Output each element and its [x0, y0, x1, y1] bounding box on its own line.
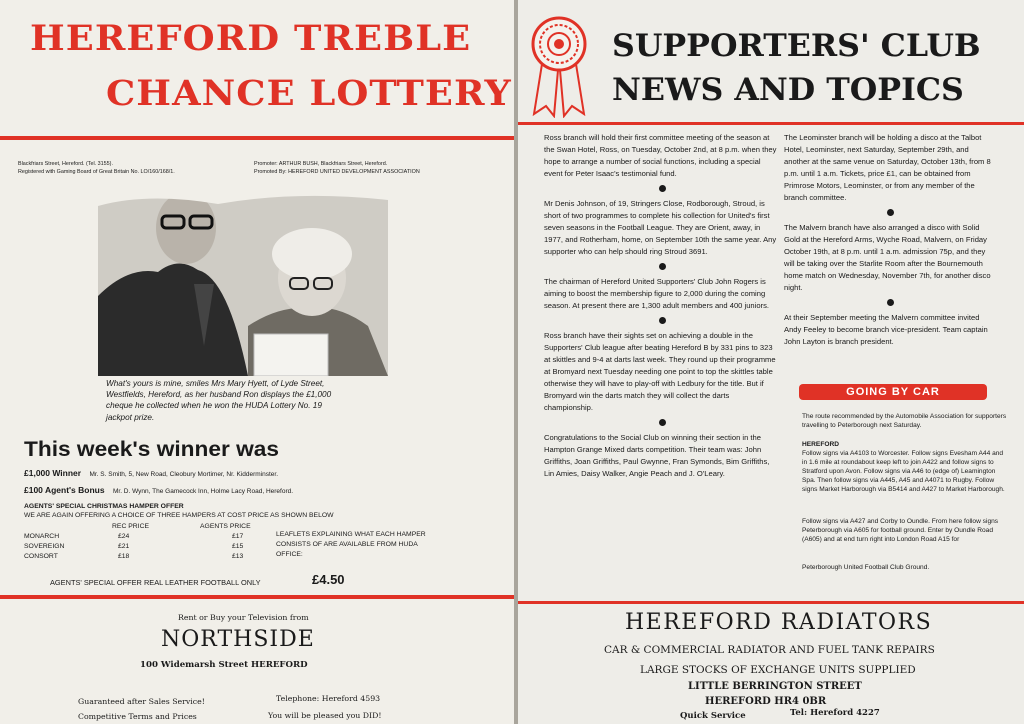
- hamper-name: CONSORT: [24, 553, 58, 560]
- photo-caption: [106, 378, 396, 423]
- caption-line: jackpot prize.: [106, 412, 155, 422]
- news-paragraph: Ross branch have their sights set on achieving a double in the Supporters' Club league after beating Hereford B by 331 pins to 323 at skittles and 9-4 at darts last week. They round up their programme at Bromyard next Tuesday needing one point to top the skittles table otherwise they will have to play-off with Ledbury for the title. But if Bromyard win the darts match they will collect the darts championship.: [544, 331, 776, 412]
- route-text-2: Follow signs via A427 and Corby to Oundle. From here follow signs Peterborough via A605 for football ground. Enter by Oundle Road (A605) and at end turn right into London Road A15 for: [802, 518, 999, 543]
- leaflets-line: CONSISTS OF ARE AVAILABLE FROM HUDA: [276, 541, 418, 548]
- hamper-subheading: WE ARE AGAIN OFFERING A CHOICE OF THREE HAMPERS AT COST PRICE AS SHOWN BELOW: [24, 512, 334, 519]
- hamper-agents: £17: [232, 533, 244, 540]
- football-offer: AGENTS' SPECIAL OFFER REAL LEATHER FOOTBALL ONLY: [50, 578, 261, 587]
- red-divider: [0, 136, 514, 140]
- red-divider: [518, 122, 1024, 125]
- radiators-tel: Tel: Hereford 4227: [790, 708, 880, 718]
- leaflets-line: LEAFLETS EXPLAINING WHAT EACH HAMPER: [276, 531, 426, 538]
- caption-line: Westfields, Hereford, as her husband Ron displays the £1,000: [106, 390, 332, 400]
- news-paragraph: The chairman of Hereford United Supporters' Club John Rogers is aiming to boost the membership figure to 2,000 during the coming season. At present there are 1,300 adult members and 400 juniors.: [544, 277, 769, 310]
- guaranteed-line: Guaranteed after Sales Service!: [78, 697, 205, 706]
- news-paragraph: The Leominster branch will be holding a disco at the Talbot Hotel, Leominster, next Saturday, September 29th, and another at the same venue on Saturday, October 13th, from 8 p.m. until 1 a.m. Tickets, price £1, can be obtained from Primrose Motors, Leominster, or from any member of the branch committee.: [784, 133, 991, 202]
- bullet-dot: [659, 185, 666, 192]
- quick-service: Quick Service: [680, 711, 746, 721]
- winner-100-row: [24, 485, 293, 495]
- hamper-col-rec: REC PRICE: [112, 523, 150, 530]
- pleased-line: You will be pleased you DID!: [268, 711, 382, 720]
- radiators-title: HEREFORD RADIATORS: [625, 610, 933, 635]
- northside-title: NORTHSIDE: [161, 627, 315, 652]
- radiators-stock: LARGE STOCKS OF EXCHANGE UNITS SUPPLIED: [640, 664, 916, 676]
- supporters-title-line1: SUPPORTERS' CLUB: [612, 28, 981, 64]
- caption-line: What's yours is mine, smiles Mrs Mary Hyett, of Lyde Street,: [106, 379, 325, 388]
- route-text: Follow signs via A4103 to Worcester. Follow signs Evesham A44 and in 1.6 mile at roundabout keep left to join A422 and follow signs to Stratford upon Avon. Follow signs via A46 to (edge of) Leamington Spa. Then follow signs via A445, A45 and A4071 to Rugby. Follow signs Market Harborough via B5414 and A427 to Market Harborough.: [802, 450, 1005, 493]
- red-divider: [518, 601, 1024, 604]
- telephone-line: Telephone: Hereford 4593: [276, 694, 381, 703]
- bullet-dot: [887, 299, 894, 306]
- hamper-heading: AGENTS' SPECIAL CHRISTMAS HAMPER OFFER: [24, 503, 184, 510]
- bullet-dot: [659, 419, 666, 426]
- rosette-icon: [530, 14, 588, 118]
- bullet-dot: [659, 317, 666, 324]
- news-column-2: [784, 132, 996, 348]
- tv-line: Rent or Buy your Television from: [178, 613, 309, 622]
- hamper-rec: £24: [118, 533, 130, 540]
- hamper-name: MONARCH: [24, 533, 60, 540]
- registration-line: Registered with Gaming Board of Great Britain No. LO/160/168/1.: [18, 169, 175, 175]
- promoted-by-line: Promoted By: HEREFORD UNITED DEVELOPMENT ASSOCIATION: [254, 169, 420, 175]
- news-column-1: [544, 132, 780, 480]
- news-paragraph: Congratulations to the Social Club on winning their section in the Hampton Grange Mixed darts competition. Their team was: John Griffiths, Joan Griffiths, Paul Gwynne, Fran Symonds, Bim Griffiths, Lin Amies, Daisy Walker, Angie Peach and J. O'Leary.: [544, 433, 770, 478]
- radiators-town: HEREFORD HR4 0BR: [705, 696, 827, 707]
- supporters-title-line2: NEWS AND TOPICS: [612, 72, 964, 108]
- winner-100-label: £100 Agent's Bonus: [24, 485, 105, 495]
- winner-photo-illustration: [98, 186, 388, 376]
- hamper-agents: £15: [232, 543, 244, 550]
- bullet-dot: [659, 263, 666, 270]
- radiators-sub: CAR & COMMERCIAL RADIATOR AND FUEL TANK REPAIRS: [604, 644, 935, 656]
- red-divider: [0, 595, 514, 599]
- hamper-col-agents: AGENTS PRICE: [200, 523, 251, 530]
- going-by-car-banner: GOING BY CAR: [799, 384, 987, 400]
- winner-heading: This week's winner was: [24, 438, 279, 461]
- lottery-title-line2: CHANCE LOTTERY: [106, 73, 512, 114]
- hamper-name: SOVEREIGN: [24, 543, 65, 550]
- news-paragraph: The Malvern branch have also arranged a disco with Solid Gold at the Hereford Arms, Wyche Road, Malvern, on Friday October 19th, at 8 p.m. until 1 a.m. admission 75p, and they will be taking over the Starlite Room after the Bournemouth home match on Wednesday, November 7th, for another disco night.: [784, 223, 991, 292]
- address-line: Blackfriars Street, Hereford. (Tel. 3155).: [18, 161, 113, 167]
- hamper-rec: £21: [118, 543, 130, 550]
- lottery-title-line1: HEREFORD TREBLE: [30, 18, 472, 59]
- promoter-line: Promoter: ARTHUR BUSH, Blackfriars Street, Hereford.: [254, 161, 388, 167]
- winner-1000-detail: Mr. S. Smith, 5, New Road, Cleobury Mortimer, Nr. Kidderminster.: [89, 471, 279, 478]
- news-paragraph: At their September meeting the Malvern committee invited Andy Feeley to become branch vice-president. Team captain John Layton is branch president.: [784, 313, 988, 346]
- northside-address: 100 Widemarsh Street HEREFORD: [140, 660, 308, 670]
- winner-1000-label: £1,000 Winner: [24, 468, 82, 478]
- route-heading: HEREFORD: [802, 441, 839, 448]
- hamper-rec: £18: [118, 553, 130, 560]
- competitive-line: Competitive Terms and Prices: [78, 712, 197, 721]
- route-intro: The route recommended by the Automobile Association for supporters travelling to Peterborough next Saturday.: [802, 413, 1007, 429]
- football-price: £4.50: [312, 572, 345, 587]
- radiators-street: LITTLE BERRINGTON STREET: [688, 681, 862, 692]
- winner-photo: [98, 186, 388, 376]
- winner-100-detail: Mr. D. Wynn, The Gamecock Inn, Holme Lacy Road, Hereford.: [112, 488, 294, 495]
- news-paragraph: Mr Denis Johnson, of 19, Stringers Close, Rodborough, Stroud, is short of two programmes to complete his collection for United's first seven seasons in the Football League. They are Orient, away, in 1977, and Rotherham, home, on September 10th the same year. Any supporter who can help should ring Stroud 3691.: [544, 199, 777, 256]
- news-paragraph: Ross branch will hold their first committee meeting of the season at the Swan Hotel, Ross, on Tuesday, October 2nd, at 8 p.m. when they hope to arrange a number of social functions, including a special event for Peter Isaac's testimonial fund.: [544, 133, 777, 178]
- bullet-dot: [887, 209, 894, 216]
- winner-1000-row: [24, 468, 278, 478]
- hamper-agents: £13: [232, 553, 244, 560]
- leaflets-line: OFFICE:: [276, 551, 303, 558]
- route-end: Peterborough United Football Club Ground.: [802, 564, 930, 571]
- caption-line: cheque he collected when he won the HUDA Lottery No. 19: [106, 401, 322, 411]
